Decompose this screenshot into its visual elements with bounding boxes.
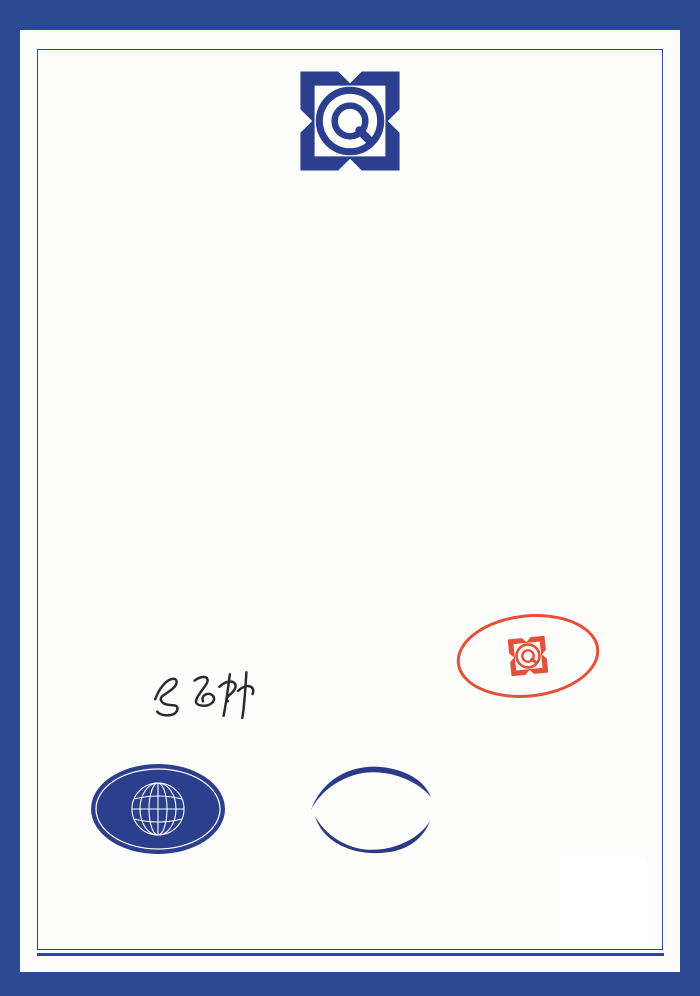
signature	[146, 664, 266, 722]
iaf-logo-icon	[88, 762, 228, 857]
qr-code	[560, 858, 646, 944]
certification-seal	[450, 604, 606, 708]
cnas-logo-icon	[303, 756, 438, 861]
xqcc-emblem-icon	[291, 62, 409, 180]
